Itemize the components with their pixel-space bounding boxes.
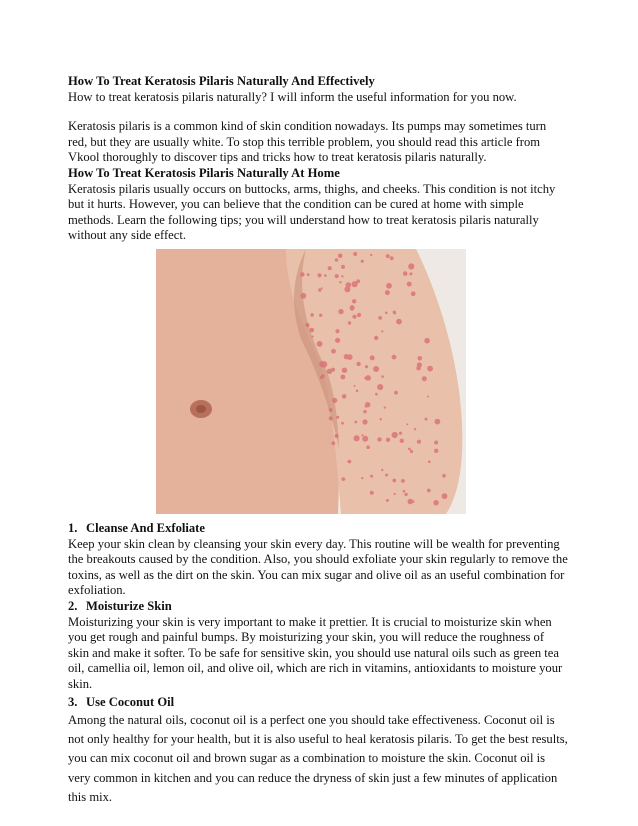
- skin-bump: [381, 469, 383, 471]
- skin-bump: [403, 271, 408, 276]
- tip-2-heading: [68, 599, 568, 615]
- article-title: How To Treat Keratosis Pilaris Naturally And Effectively: [68, 74, 375, 88]
- skin-bump: [433, 500, 438, 505]
- skin-bump: [378, 316, 382, 320]
- article-paragraph-1: Keratosis pilaris is a common kind of skin condition nowadays. Its pumps may sometimes turn red, but they are usually white. To stop this terrible problem, you should read this article from Vkool thoroughly to discover tips and tricks how to treat keratosis pilaris naturally.: [68, 119, 547, 165]
- article-subtitle: How To Treat Keratosis Pilaris Naturally At Home: [68, 165, 340, 180]
- skin-bump: [425, 418, 428, 421]
- skin-bump: [329, 416, 333, 420]
- skin-bump: [307, 273, 310, 276]
- skin-bump: [353, 252, 357, 256]
- skin-bump: [354, 385, 356, 387]
- skin-bump: [311, 335, 313, 337]
- skin-bump: [381, 375, 384, 378]
- skin-bump: [356, 389, 359, 392]
- skin-bump: [385, 311, 388, 314]
- skin-bump: [400, 439, 404, 443]
- skin-bump: [335, 338, 340, 343]
- skin-bump: [341, 422, 344, 425]
- skin-bump: [394, 391, 398, 395]
- skin-bump: [386, 283, 392, 289]
- skin-bump: [385, 290, 390, 295]
- skin-bump: [356, 279, 360, 283]
- skin-bump: [427, 489, 431, 493]
- arm-photo-illustration: [156, 249, 466, 514]
- tip-3-heading: [68, 695, 568, 711]
- skin-bump: [393, 310, 396, 313]
- skin-bump: [341, 265, 345, 269]
- skin-bump: [392, 432, 398, 438]
- tip-1-text: Keep your skin clean by cleansing your skin every day. This routine will be wealth for preventing the breakouts caused by the condition. Also, you should exfoliate your skin regularly to remove the toxins, as well as the dirt on the skin. You can mix sugar and olive oil as an useful combination for exfoliation.: [68, 536, 568, 598]
- skin-bump: [335, 329, 339, 333]
- skin-bump: [310, 313, 314, 317]
- skin-bump: [318, 288, 321, 291]
- skin-bump: [361, 260, 364, 263]
- skin-bump: [408, 448, 411, 451]
- tip-1-title: Cleanse And Exfoliate: [86, 520, 205, 535]
- skin-bump: [370, 355, 375, 360]
- skin-bump: [410, 450, 413, 453]
- skin-bump: [427, 366, 433, 372]
- keratosis-arm-photo: [156, 249, 466, 514]
- skin-bump: [354, 435, 360, 441]
- skin-bump: [409, 272, 412, 275]
- document-page: [68, 74, 568, 807]
- skin-bump: [331, 349, 336, 354]
- skin-bump: [370, 254, 372, 256]
- skin-bump: [362, 419, 367, 424]
- skin-bump: [335, 434, 339, 438]
- skin-bump: [381, 330, 383, 332]
- skin-bump: [341, 477, 345, 481]
- skin-bump: [373, 366, 379, 372]
- skin-bump: [331, 441, 335, 445]
- skin-bump: [335, 258, 339, 262]
- skin-bump: [301, 293, 307, 299]
- skin-bump: [324, 274, 327, 277]
- article-intro: How to treat keratosis pilaris naturally? I will inform the useful information for you now.: [68, 89, 517, 104]
- skin-bump: [406, 423, 408, 425]
- skin-bump: [424, 338, 430, 344]
- tip-3-number: 3.: [68, 695, 78, 710]
- skin-bump: [418, 356, 423, 361]
- skin-bump: [342, 367, 347, 372]
- tip-1-number: 1.: [68, 520, 78, 535]
- skin-bump: [408, 263, 414, 269]
- skin-bump: [347, 354, 353, 360]
- skin-bump: [329, 408, 333, 412]
- skin-bump: [417, 362, 422, 367]
- skin-bump: [319, 361, 325, 367]
- tip-3-text: Among the natural oils, coconut oil is a perfect one you should take effectiveness. Coconut oil is not only healthy for your health, but it is also useful to heal keratosis pilaris. To get the best results, you can mix coconut oil and brown sugar as a combination to moisture the skin. Coconut oil is very common in kitchen and you can reduce the dryness of skin just a few minutes of application this mix.: [68, 713, 568, 804]
- skin-bump: [392, 355, 397, 360]
- skin-bump: [351, 309, 353, 311]
- skin-bump: [417, 368, 419, 370]
- skin-bump: [442, 474, 446, 478]
- tip-2-text: Moisturizing your skin is very important to make it prettier. It is crucial to moisturize skin when you get rough and painful bumps. By moisturizing your skin, you will reduce the roughness of skin and make it softer. To be safe for sensitive skin, you should use natural oils such as green tea oil, camellia oil, lemon oil, and olive oil, which are rich in vitamins, antioxidants to moisture your skin.: [68, 614, 563, 691]
- skin-bump: [338, 253, 343, 258]
- skin-bump: [306, 323, 310, 327]
- skin-bump: [365, 405, 367, 407]
- skin-bump: [361, 477, 363, 479]
- skin-bump: [384, 406, 386, 408]
- skin-bump: [370, 491, 374, 495]
- skin-bump: [317, 273, 321, 277]
- skin-bump: [354, 421, 357, 424]
- skin-bump: [404, 493, 407, 496]
- tip-2-number: 2.: [68, 598, 78, 613]
- skin-bump: [361, 434, 363, 436]
- skin-bump: [332, 398, 337, 403]
- skin-bump: [300, 272, 304, 276]
- tip-2-title: Moisturize Skin: [86, 598, 172, 613]
- skin-bump: [336, 416, 339, 419]
- skin-bump: [374, 336, 378, 340]
- skin-bump: [335, 274, 339, 278]
- skin-bump: [401, 479, 405, 483]
- skin-bump: [427, 395, 429, 397]
- skin-bump: [341, 275, 343, 277]
- skin-bump: [365, 365, 368, 368]
- skin-bump: [321, 374, 325, 378]
- skin-bump: [339, 281, 341, 283]
- skin-bump: [370, 475, 373, 478]
- skin-bump: [428, 460, 431, 463]
- skin-bump: [399, 432, 402, 435]
- skin-bump: [357, 313, 361, 317]
- skin-bump: [352, 315, 356, 319]
- skin-bump: [352, 299, 356, 303]
- skin-bump: [319, 314, 322, 317]
- skin-bump: [377, 437, 381, 441]
- skin-bump: [331, 368, 335, 372]
- skin-bump: [390, 256, 394, 260]
- skin-bump: [356, 362, 360, 366]
- skin-bump: [317, 341, 323, 347]
- skin-bump: [392, 479, 396, 483]
- skin-bump: [377, 384, 383, 390]
- skin-bump: [394, 493, 396, 495]
- skin-bump: [310, 328, 315, 333]
- skin-bump: [407, 282, 412, 287]
- skin-bump: [342, 394, 347, 399]
- skin-bump: [414, 428, 416, 430]
- skin-bump: [348, 460, 352, 464]
- skin-bump: [417, 440, 421, 444]
- skin-bump: [367, 376, 371, 380]
- skin-bump: [344, 286, 350, 292]
- skin-bump: [434, 449, 438, 453]
- skin-bump: [328, 266, 332, 270]
- skin-bump: [435, 419, 441, 425]
- nipple-center: [196, 405, 206, 413]
- skin-bump: [386, 254, 390, 258]
- skin-bump: [375, 393, 378, 396]
- skin-bump: [403, 490, 406, 493]
- skin-bump: [412, 500, 415, 503]
- article-paragraph-2: Keratosis pilaris usually occurs on buttocks, arms, thighs, and cheeks. This condition is not itchy but it hurts. However, you can believe that the condition can be cured at home with simple methods. Learn the following tips; you will understand how to treat keratosis pilaris naturally without any side effect.: [68, 181, 556, 243]
- tip-3-title: Use Coconut Oil: [86, 695, 175, 710]
- skin-bump: [341, 375, 346, 380]
- skin-bump: [422, 376, 427, 381]
- skin-bump: [385, 473, 388, 476]
- skin-bump: [396, 319, 402, 325]
- skin-bump: [363, 410, 366, 413]
- skin-bump: [338, 309, 343, 314]
- skin-bump: [386, 499, 389, 502]
- skin-bump: [380, 418, 382, 420]
- skin-bump: [366, 445, 370, 449]
- skin-bump: [348, 321, 351, 324]
- skin-bump: [442, 493, 448, 499]
- skin-bump: [411, 291, 416, 296]
- skin-bump: [434, 440, 438, 444]
- tip-1-heading: [68, 521, 568, 537]
- skin-bump: [362, 436, 368, 442]
- skin-bump: [386, 438, 390, 442]
